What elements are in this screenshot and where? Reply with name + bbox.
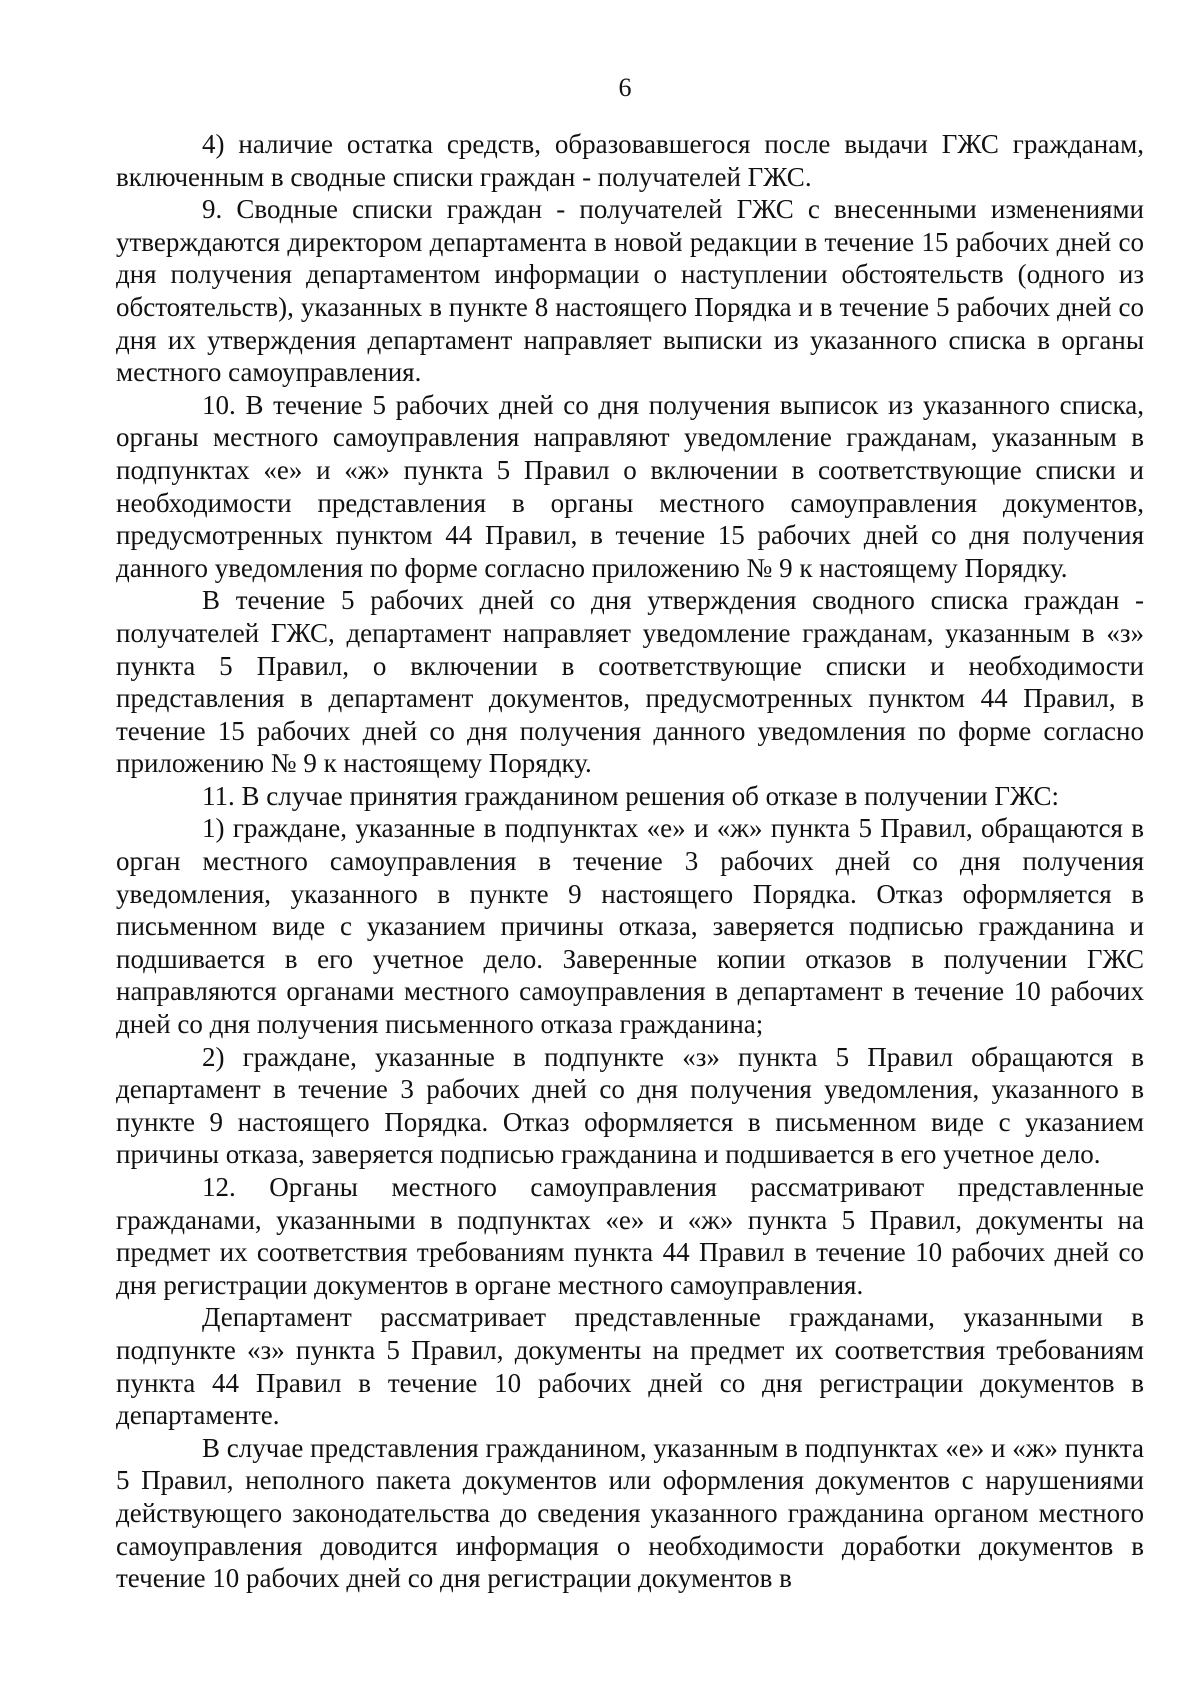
paragraph-clause-12-incomplete: В случае представления гражданином, указанным в подпунктах «е» и «ж» пункта 5 Правил, неполного пакета документов или оформления документов с нарушениями действующего законодательства до сведения указанного гражданина органом местного самоуправления доводится информация о необходимости доработки документов в течение 10 рабочих дней со дня регистрации документов в — [116, 1432, 1144, 1594]
paragraph-clause-11-item-1: 1) граждане, указанные в подпунктах «е» и «ж» пункта 5 Правил, обращаются в орган местного самоуправления в течение 3 рабочих дней со дня получения уведомления, указанного в пункте 9 настоящего Порядка. Отказ оформляется в письменном виде с указанием причины отказа, заверяется подписью гражданина и подшивается в его учетное дело. Заверенные копии отказов в получении ГЖС направляются органами местного самоуправления в департамент в течение 10 рабочих дней со дня получения письменного отказа гражданина; — [116, 813, 1144, 1040]
page-number: 6 — [618, 73, 632, 102]
paragraph-clause-9: 9. Сводные списки граждан - получателей ГЖС с внесенными изменениями утверждаются директором департамента в новой редакции в течение 15 рабочих дней со дня получения департаментом информации о наступлении обстоятельств (одного из обстоятельств), указанных в пункте 8 настоящего Порядка и в течение 5 рабочих дней со дня их утверждения департамент направляет выписки из указанного списка в органы местного самоуправления. — [116, 194, 1144, 388]
paragraph-clause-12: 12. Органы местного самоуправления рассматривают представленные гражданами, указанными в подпунктах «е» и «ж» пункта 5 Правил, документы на предмет их соответствия требованиям пункта 44 Правил в течение 10 рабочих дней со дня регистрации документов в органе местного самоуправления. — [116, 1172, 1144, 1300]
document-body — [116, 128, 1144, 1595]
paragraph-clause-10-department: В течение 5 рабочих дней со дня утверждения сводного списка граждан - получателей ГЖС, департамент направляет уведомление гражданам, указанным в «з» пункта 5 Правил, о включении в соответствующие списки и необходимости представления в департамент документов, предусмотренных пунктом 44 Правил, в течение 15 рабочих дней со дня получения данного уведомления по форме согласно приложению № 9 к настоящему Порядку. — [116, 585, 1144, 779]
paragraph-clause-11-item-2: 2) граждане, указанные в подпункте «з» пункта 5 Правил обращаются в департамент в течение 3 рабочих дней со дня получения уведомления, указанного в пункте 9 настоящего Порядка. Отказ оформляется в письменном виде с указанием причины отказа, заверяется подписью гражданина и подшивается в его учетное дело. — [116, 1041, 1144, 1170]
paragraph-clause-11: 11. В случае принятия гражданином решения об отказе в получении ГЖС: — [202, 780, 1060, 811]
paragraph-clause-12-department: Департамент рассматривает представленные гражданами, указанными в подпункте «з» пункта 5 Правил, документы на предмет их соответствия требованиям пункта 44 Правил в течение 10 рабочих дней со дня регистрации документов в департаменте. — [116, 1302, 1144, 1431]
paragraph-clause-10: 10. В течение 5 рабочих дней со дня получения выписок из указанного списка, органы местного самоуправления направляют уведомление гражданам, указанным в подпунктах «е» и «ж» пункта 5 Правил о включении в соответствующие списки и необходимости представления в органы местного самоуправления документов, предусмотренных пунктом 44 Правил, в течение 15 рабочих дней со дня получения данного уведомления по форме согласно приложению № 9 к настоящему Порядку. — [116, 389, 1144, 583]
paragraph-item-4: 4) наличие остатка средств, образовавшегося после выдачи ГЖС гражданам, включенным в сводные списки граждан - получателей ГЖС. — [116, 129, 1144, 192]
